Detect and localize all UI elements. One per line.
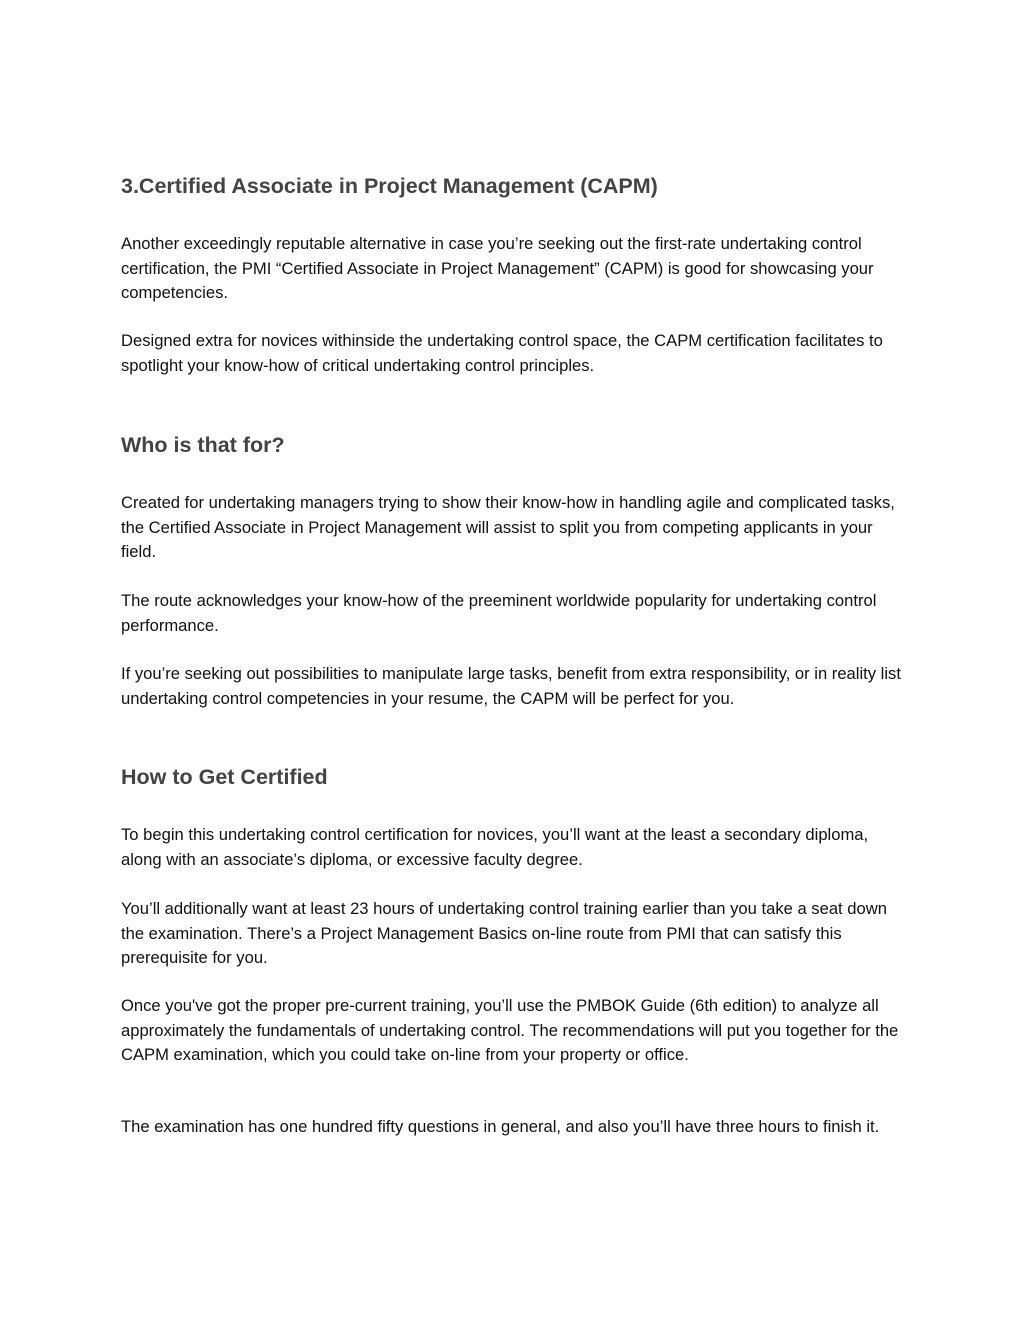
paragraph: Designed extra for novices withinside the undertaking control space, the CAPM certification facilitates to spotlight your know-how of critical undertaking control principles.: [121, 331, 883, 375]
section-heading-capm: 3.Certified Associate in Project Management (CAPM): [121, 174, 658, 198]
paragraph: Once you've got the proper pre-current training, you’ll use the PMBOK Guide (6th edition) to analyze all approximately the fundamentals of undertaking control. The recommendations will put you together for the CAPM examination, which you could take on-line from your property or office.: [121, 996, 899, 1064]
paragraph: To begin this undertaking control certification for novices, you’ll want at the least a secondary diploma, along with an associate’s diploma, or excessive faculty degree.: [121, 825, 869, 869]
paragraph: Created for undertaking managers trying to show their know-how in handling agile and complicated tasks, the Certified Associate in Project Management will assist to split you from competing applicants in your field.: [121, 493, 895, 561]
paragraph: Another exceedingly reputable alternative in case you’re seeking out the first-rate undertaking control certification, the PMI “Certified Associate in Project Management” (CAPM) is good for showcasing your competencies.: [121, 234, 874, 302]
section-heading-who-is-that-for: Who is that for?: [121, 433, 285, 457]
paragraph: The examination has one hundred fifty questions in general, and also you’ll have three hours to finish it.: [121, 1117, 880, 1136]
section-heading-how-to-get-certified: How to Get Certified: [121, 765, 328, 789]
paragraph: You’ll additionally want at least 23 hours of undertaking control training earlier than you take a seat down the examination. There’s a Project Management Basics on-line route from PMI that can satisfy this prerequisite for you.: [121, 899, 887, 967]
paragraph: If you’re seeking out possibilities to manipulate large tasks, benefit from extra responsibility, or in reality list undertaking control competencies in your resume, the CAPM will be perfect for you.: [121, 664, 901, 708]
paragraph: The route acknowledges your know-how of the preeminent worldwide popularity for undertaking control performance.: [121, 591, 877, 635]
